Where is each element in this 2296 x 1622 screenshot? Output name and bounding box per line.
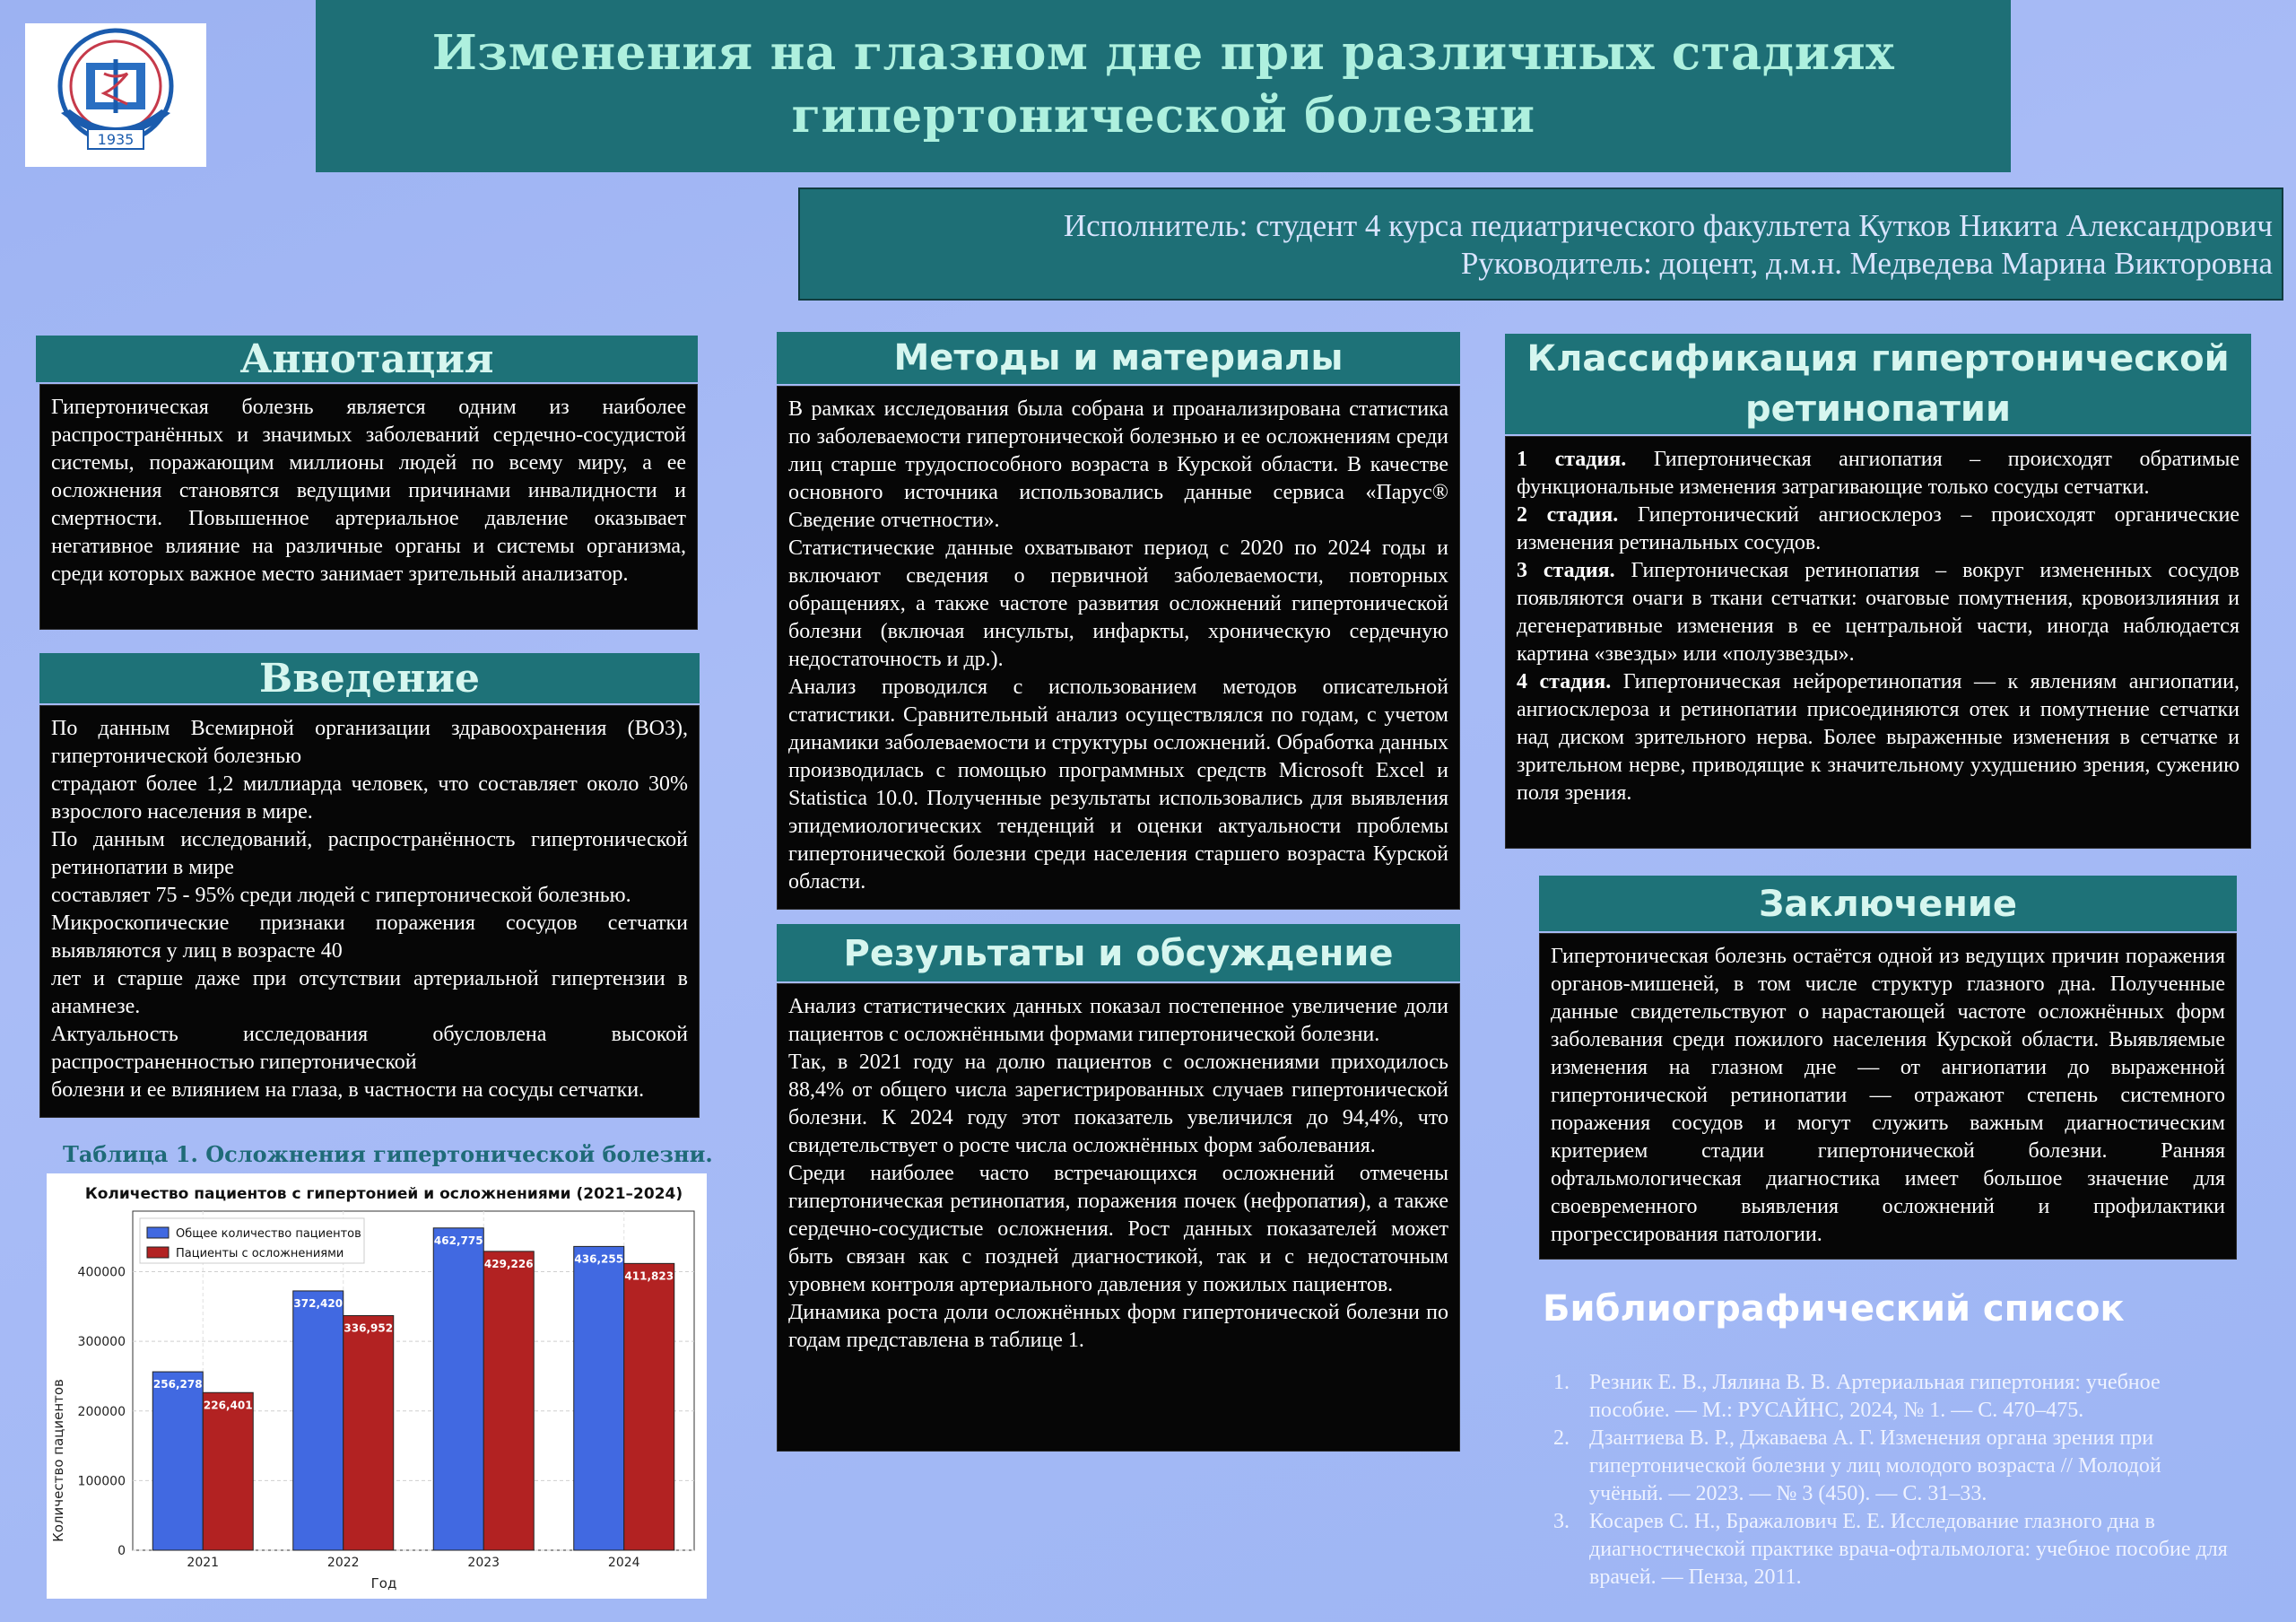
intro-paragraph: страдают более 1,2 миллиарда человек, что составляет около 30% взрослого населения в мире.: [51, 772, 688, 824]
legend-label: Пациенты с осложнениями: [176, 1247, 344, 1260]
stage-item: [1517, 557, 2239, 668]
stage-label: 3 стадия.: [1517, 559, 1615, 582]
table-caption: Таблица 1. Осложнения гипертонической болезни.: [63, 1141, 713, 1167]
stage-label: 2 стадия.: [1517, 503, 1619, 527]
bibliography-item: 1. Резник Е. В., Лялина В. В. Артериальная гипертония: учебное пособие. — М.: РУСАЙНС, 2024, № 1. — С. 470–475.: [1575, 1369, 2231, 1425]
bar-value-label: 256,278: [152, 1378, 203, 1391]
bar: [344, 1315, 394, 1550]
results-heading: Результаты и обсуждение: [777, 924, 1460, 981]
legend-swatch: [147, 1247, 169, 1258]
y-tick-label: 300000: [77, 1335, 126, 1350]
x-axis-label: Год: [370, 1575, 397, 1591]
stage-text: Гипертоническая ретинопатия – вокруг измененных сосудов появляются очаги в ткани сетчатки: очаговые помутнения, кровоизлияния и дегенеративные изменения в ее центральной части, иногда наблюдается картина «звезды» или «полузвезды».: [1517, 559, 2240, 666]
methods-body: [777, 386, 1460, 910]
chart-title: Количество пациентов с гипертонией и осложнениями (2021–2024): [84, 1185, 683, 1203]
bar-value-label: 226,401: [203, 1399, 253, 1412]
annotation-body: [39, 384, 698, 630]
stage-label: 1 стадия.: [1517, 448, 1627, 471]
results-paragraph: Динамика роста доли осложнённых форм гипертонической болезни по годам представлена в таблице 1.: [788, 1301, 1448, 1352]
bar: [293, 1291, 344, 1550]
intro-paragraph: болезни и ее влиянием на глаза, в частности на сосуды сетчатки.: [51, 1078, 645, 1102]
stage-label: 4 стадия.: [1517, 670, 1612, 693]
bar-value-label: 336,952: [344, 1321, 394, 1335]
bar-value-label: 429,226: [483, 1257, 534, 1270]
bibliography-item: 2. Дзантиева В. Р., Джаваева А. Г. Изменения органа зрения при гипертонической болезни у лиц молодого возраста // Молодой учёный. — 2023. — № 3 (450). — С. 31–33.: [1575, 1425, 2231, 1508]
bar-chart: [47, 1173, 707, 1599]
y-tick-label: 0: [117, 1544, 126, 1558]
annotation-text: Гипертоническая болезнь является одним из наиболее распространённых и значимых заболеваний сердечно-сосудистой системы, поражающим миллионы людей по всему миру, а ее осложнения становятся ведущими причинами инвалидности и смертности. Повышенное артериальное давление оказывает негативное влияние на различные органы и системы организма, среди которых важное место занимает зрительный анализатор.: [51, 396, 686, 586]
university-logo: [25, 23, 206, 167]
bibliography-item: 3. Косарев С. Н., Бражалович Е. Е. Исследование глазного дна в диагностической практике врача-офтальмолога: учебное пособие для врачей. — Пенза, 2011.: [1575, 1508, 2231, 1591]
chart-legend: [140, 1218, 364, 1263]
bar: [483, 1251, 534, 1550]
results-paragraph: Среди наиболее часто встречающихся осложнений отмечены гипертоническая ретинопатия, поражения почек (нефропатия), а также сердечно-сосудистые осложнения. Рост данных показателей может быть связан как с поздней диагностикой, так и с недостаточным уровнем контроля артериального давления у пожилых пациентов.: [788, 1162, 1448, 1296]
intro-paragraph: составляет 75 - 95% среди людей с гипертонической болезнью.: [51, 884, 631, 907]
intro-paragraph: лет и старше даже при отсутствии артериальной гипертензии в анамнезе.: [51, 967, 688, 1018]
stage-item: [1517, 501, 2239, 557]
results-paragraph: Так, в 2021 году на долю пациентов с осложнениями приходилось 88,4% от общего числа зарегистрированных случаев гипертонической болезни. К 2024 году этот показатель увеличился до 94,4%, что свидетельствует о росте числа осложнённых форм заболевания.: [788, 1051, 1448, 1157]
classification-heading-line-2: ретинопатии: [1745, 388, 2011, 430]
intro-paragraph: Микроскопические признаки поражения сосудов сетчатки выявляются у лиц в возрасте 40: [51, 911, 688, 963]
x-tick-label: 2021: [187, 1556, 220, 1570]
y-axis-label: Количество пациентов: [50, 1379, 66, 1542]
bar: [574, 1246, 624, 1550]
legend-label: Общее количество пациентов: [176, 1227, 361, 1241]
stage-item: [1517, 668, 2239, 807]
classification-heading-line-1: Классификация гипертонической: [1526, 338, 2230, 379]
results-body: [777, 983, 1460, 1452]
x-tick-label: 2024: [607, 1556, 640, 1570]
bar: [152, 1372, 203, 1550]
stage-text: Гипертоническая нейроретинопатия — к явлениям ангиопатии, ангиосклероза и ретинопатии присоединяются отек и помутнение сетчатки над диском зрительного нерва. Более выраженные изменения в сетчатке и зрительном нерве, приводящие к значительному ухудшению зрения, сужению поля зрения.: [1517, 670, 2239, 805]
logo-year: 1935: [97, 131, 135, 148]
methods-paragraph: Анализ проводился с использованием методов описательной статистики. Сравнительный анализ осуществлялся по годам, с учетом динамики заболеваемости и структуры осложнений. Обработка данных производилась с помощью программных средств Microsoft Excel и Statistica 10.0. Полученные результаты использовались для выявления эпидемиологических тенденций и оценки актуальности проблемы гипертонической болезни среди населения старшего возраста Курской области.: [788, 676, 1448, 894]
annotation-heading: Аннотация: [36, 336, 698, 382]
title-line-1: Изменения на глазном дне при различных стадиях: [431, 25, 1895, 81]
x-tick-label: 2023: [467, 1556, 500, 1570]
introduction-heading: Введение: [39, 653, 700, 703]
bibliography-list: [1532, 1369, 2231, 1591]
intro-paragraph: По данным исследований, распространённость гипертонической ретинопатии в мире: [51, 828, 688, 879]
stage-text: Гипертонический ангиосклероз – происходят органические изменения ретинальных сосудов.: [1517, 503, 2239, 554]
bar-value-label: 462,775: [433, 1234, 483, 1247]
title-line-2: гипертонической болезни: [791, 88, 1535, 144]
bar: [433, 1228, 483, 1550]
bibliography-heading: Библиографический список: [1543, 1288, 2125, 1330]
classification-body: [1505, 436, 2251, 849]
intro-paragraph: Актуальность исследования обусловлена высокой распространенностью гипертонической: [51, 1023, 688, 1074]
x-tick-label: 2022: [326, 1556, 360, 1570]
introduction-body: [39, 705, 700, 1118]
bar: [203, 1392, 253, 1550]
bar-chart-panel: [47, 1173, 707, 1599]
bar-value-label: 436,255: [574, 1252, 624, 1266]
stage-text: Гипертоническая ангиопатия – происходят обратимые функциональные изменения затрагивающие только сосуды сетчатки.: [1517, 448, 2239, 499]
classification-heading: [1505, 334, 2251, 434]
y-tick-label: 100000: [77, 1474, 126, 1489]
conclusion-text: Гипертоническая болезнь остаётся одной из ведущих причин поражения органов-мишеней, в том числе структур глазного дна. Полученные данные свидетельствуют о нарастающей частоте осложнённых форм заболевания среди пожилого населения Курской области. Выявляемые изменения на глазном дне — от ангиопатии до выраженной гипертонической ретинопатии — отражают степень системного поражения сосудов и могут служить важным диагностическим критерием стадии гипертонической болезни. Ранняя офтальмологическая диагностика имеет большое значение для своевременного выявления осложнений и профилактики прогрессирования патологии.: [1551, 945, 2225, 1246]
y-tick-label: 200000: [77, 1404, 126, 1419]
bar-value-label: 372,420: [293, 1296, 344, 1310]
methods-paragraph: Статистические данные охватывают период с 2020 по 2024 годы и включают сведения о первичной заболеваемости, повторных обращениях, а также частоте развития осложнений гипертонической болезни (включая инсульты, инфаркты, хроническую сердечную недостаточность и др.).: [788, 536, 1448, 671]
page-title: [316, 0, 2011, 147]
stage-item: [1517, 446, 2239, 501]
title-bar: [316, 0, 2011, 172]
author-line: Исполнитель: студент 4 курса педиатрического факультета Кутков Никита Александрович: [1063, 208, 2273, 243]
y-tick-label: 400000: [77, 1265, 126, 1280]
medical-university-emblem-icon: [25, 23, 206, 167]
authors-box: [798, 187, 2283, 301]
supervisor-line: Руководитель: доцент, д.м.н. Медведева Марина Викторовна: [1460, 246, 2273, 281]
conclusion-body: [1539, 933, 2237, 1260]
methods-heading: Методы и материалы: [777, 332, 1460, 384]
bar-value-label: 411,823: [624, 1269, 674, 1283]
intro-paragraph: По данным Всемирной организации здравоохранения (ВОЗ), гипертонической болезнью: [51, 717, 688, 768]
results-paragraph: Анализ статистических данных показал постепенное увеличение доли пациентов с осложнёнными формами гипертонической болезни.: [788, 995, 1448, 1046]
bar: [624, 1263, 674, 1550]
methods-paragraph: В рамках исследования была собрана и проанализирована статистика по заболеваемости гипертонической болезнью и ее осложнениям среди лиц старше трудоспособного возраста в Курской области. В качестве основного источника использовались данные сервиса «Парус® Сведение отчетности».: [788, 397, 1448, 532]
legend-swatch: [147, 1227, 169, 1238]
conclusion-heading: Заключение: [1539, 876, 2237, 931]
